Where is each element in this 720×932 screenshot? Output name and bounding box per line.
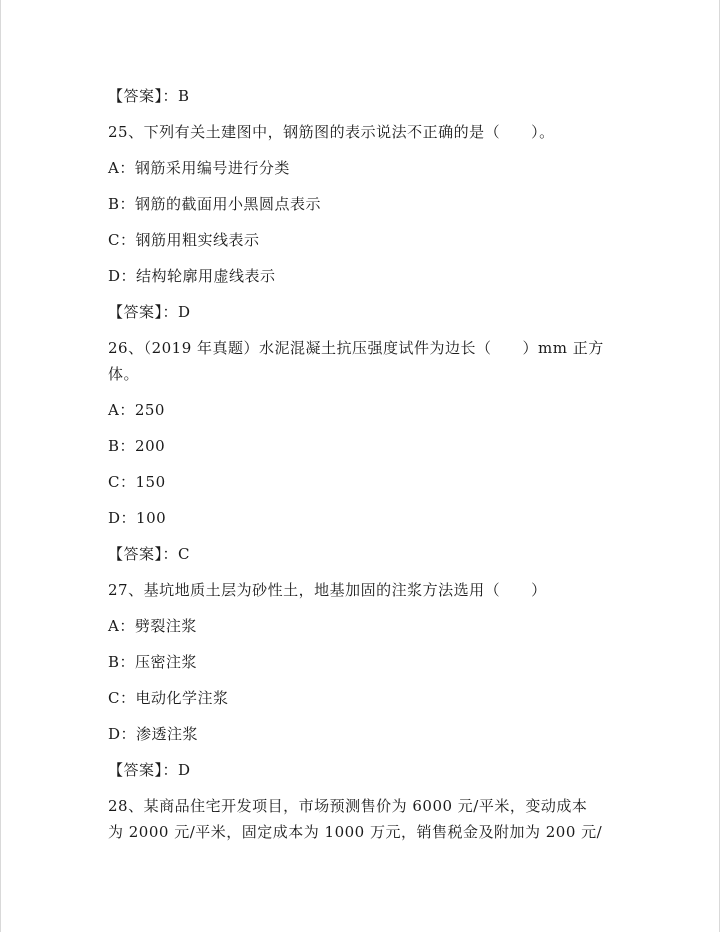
option-d: D：100 [108, 509, 167, 527]
option-d: D：渗透注浆 [108, 725, 199, 743]
option-c: C：钢筋用粗实线表示 [108, 231, 260, 249]
option-b: B：200 [108, 437, 166, 455]
option-b: B：钢筋的截面用小黑圆点表示 [108, 195, 322, 213]
option-c: C：电动化学注浆 [108, 689, 229, 707]
page-edge-left [0, 0, 1, 932]
question-28-continuation: 为 2000 元/平米，固定成本为 1000 万元，销售税金及附加为 200 元/ [108, 823, 603, 841]
question-27: 27、基坑地质土层为砂性土，地基加固的注浆方法选用（ ） [108, 581, 547, 599]
document-body [108, 83, 608, 845]
question-26-continuation: 体。 [108, 365, 140, 383]
question-26: 26、（2019 年真题）水泥混凝土抗压强度试件为边长（ ）mm 正方 [108, 339, 604, 357]
answer-line: 【答案】：C [108, 545, 190, 563]
answer-line: 【答案】：D [108, 303, 191, 321]
option-a: A：250 [108, 401, 165, 419]
option-b: B：压密注浆 [108, 653, 198, 671]
answer-line: 【答案】：D [108, 761, 191, 779]
option-a: A：劈裂注浆 [108, 617, 197, 635]
answer-line: 【答案】：B [108, 87, 190, 105]
option-d: D：结构轮廓用虚线表示 [108, 267, 276, 285]
option-c: C：150 [108, 473, 166, 491]
question-28: 28、某商品住宅开发项目，市场预测售价为 6000 元/平米，变动成本 [108, 797, 588, 815]
option-a: A：钢筋采用编号进行分类 [108, 159, 290, 177]
question-25: 25、下列有关土建图中，钢筋图的表示说法不正确的是（ ）。 [108, 123, 555, 141]
